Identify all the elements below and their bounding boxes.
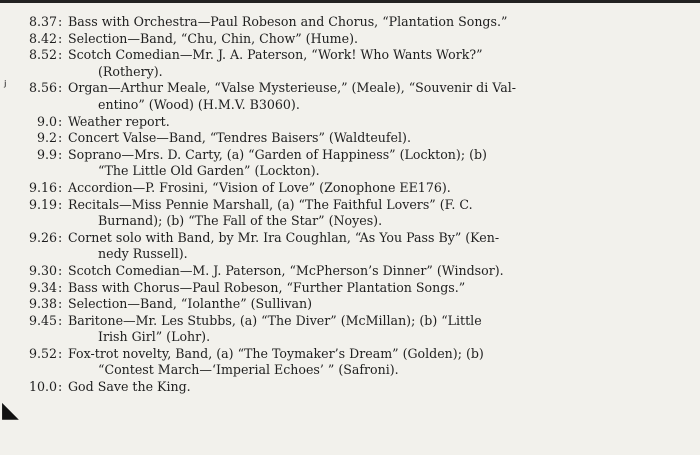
entry-description: Recitals—Miss Pennie Marshall, (a) “The Faithful Lovers” (F. C. bbox=[68, 196, 473, 212]
entry-description-continued: “Contest March—‘Imperial Echoes’ ” (Safroni). bbox=[98, 362, 399, 378]
time-separator: : bbox=[58, 229, 63, 245]
entry-time: 8.56 bbox=[28, 80, 57, 96]
entry-description: Cornet solo with Band, by Mr. Ira Coughlan, “As You Pass By” (Ken- bbox=[68, 229, 500, 245]
program-entry bbox=[0, 47, 700, 80]
program-listing bbox=[0, 14, 700, 396]
entry-time: 8.42 bbox=[28, 30, 57, 46]
entry-description-continued: “The Little Old Garden” (Lockton). bbox=[98, 163, 320, 179]
entry-time: 9.30 bbox=[28, 262, 57, 278]
program-entry bbox=[0, 80, 700, 113]
entry-description: God Save the King. bbox=[68, 379, 191, 395]
program-entry bbox=[0, 180, 700, 197]
time-separator: : bbox=[58, 80, 63, 96]
time-separator: : bbox=[58, 196, 63, 212]
program-entry bbox=[0, 296, 700, 313]
program-entry bbox=[0, 313, 700, 346]
program-entry bbox=[0, 280, 700, 297]
entry-description: Selection—Band, “Chu, Chin, Chow” (Hume). bbox=[68, 30, 358, 46]
program-entry bbox=[0, 114, 700, 131]
ink-mark: ⱼ bbox=[4, 74, 7, 90]
time-separator: : bbox=[58, 146, 63, 162]
entry-description: Accordion—P. Frosini, “Vision of Love” (Zonophone EE176). bbox=[68, 179, 451, 195]
time-separator: : bbox=[58, 47, 63, 63]
time-separator: : bbox=[58, 279, 63, 295]
entry-description: Bass with Chorus—Paul Robeson, “Further Plantation Songs.” bbox=[68, 279, 466, 295]
time-separator: : bbox=[58, 312, 63, 328]
program-entry bbox=[0, 263, 700, 280]
entry-time: 9.0 bbox=[36, 113, 57, 129]
time-separator: : bbox=[58, 179, 63, 195]
program-entry bbox=[0, 346, 700, 379]
entry-time: 9.38 bbox=[28, 296, 57, 312]
program-entry bbox=[0, 147, 700, 180]
time-separator: : bbox=[58, 345, 63, 361]
ink-blot: ◣ bbox=[2, 398, 19, 423]
entry-time: 9.9 bbox=[36, 146, 57, 162]
entry-description-continued: Burnand); (b) “The Fall of the Star” (Noyes). bbox=[98, 213, 383, 229]
time-separator: : bbox=[58, 379, 63, 395]
entry-description-continued: entino” (Wood) (H.M.V. B3060). bbox=[98, 96, 300, 112]
entry-time: 8.37 bbox=[28, 14, 57, 29]
entry-time: 9.34 bbox=[28, 279, 57, 295]
program-entry bbox=[0, 14, 700, 31]
time-separator: : bbox=[58, 30, 63, 46]
entry-description: Selection—Band, “Iolanthe” (Sullivan) bbox=[68, 296, 313, 312]
program-entry bbox=[0, 230, 700, 263]
entry-description: Weather report. bbox=[68, 113, 170, 129]
time-separator: : bbox=[58, 130, 63, 146]
entry-time: 8.52 bbox=[28, 47, 57, 63]
time-separator: : bbox=[58, 262, 63, 278]
entry-description: Bass with Orchestra—Paul Robeson and Chorus, “Plantation Songs.” bbox=[68, 14, 508, 29]
entry-description: Baritone—Mr. Les Stubbs, (a) “The Diver” (McMillan); (b) “Little bbox=[68, 312, 482, 328]
time-separator: : bbox=[58, 296, 63, 312]
program-entry bbox=[0, 130, 700, 147]
top-rule bbox=[0, 0, 700, 3]
entry-description: Fox-trot novelty, Band, (a) “The Toymaker’s Dream” (Golden); (b) bbox=[68, 345, 484, 361]
entry-description-continued: (Rothery). bbox=[98, 63, 163, 79]
entry-description-continued: nedy Russell). bbox=[98, 246, 188, 262]
entry-time: 9.19 bbox=[28, 196, 57, 212]
program-entry bbox=[0, 31, 700, 48]
time-separator: : bbox=[58, 113, 63, 129]
entry-description: Concert Valse—Band, “Tendres Baisers” (Waldteufel). bbox=[68, 130, 411, 146]
entry-time: 9.26 bbox=[28, 229, 57, 245]
entry-description: Scotch Comedian—Mr. J. A. Paterson, “Work! Who Wants Work?” bbox=[68, 47, 483, 63]
entry-time: 10.0 bbox=[28, 379, 57, 395]
entry-description: Soprano—Mrs. D. Carty, (a) “Garden of Happiness” (Lockton); (b) bbox=[68, 146, 487, 162]
entry-description: Organ—Arthur Meale, “Valse Mysterieuse,” (Meale), “Souvenir di Val- bbox=[68, 80, 517, 96]
entry-description-continued: Irish Girl” (Lohr). bbox=[98, 329, 211, 345]
time-separator: : bbox=[58, 14, 63, 29]
program-entry bbox=[0, 197, 700, 230]
entry-time: 9.16 bbox=[28, 179, 57, 195]
entry-time: 9.52 bbox=[28, 345, 57, 361]
entry-description: Scotch Comedian—M. J. Paterson, “McPherson’s Dinner” (Windsor). bbox=[68, 262, 504, 278]
program-entry bbox=[0, 379, 700, 396]
entry-time: 9.2 bbox=[36, 130, 57, 146]
entry-time: 9.45 bbox=[28, 312, 57, 328]
